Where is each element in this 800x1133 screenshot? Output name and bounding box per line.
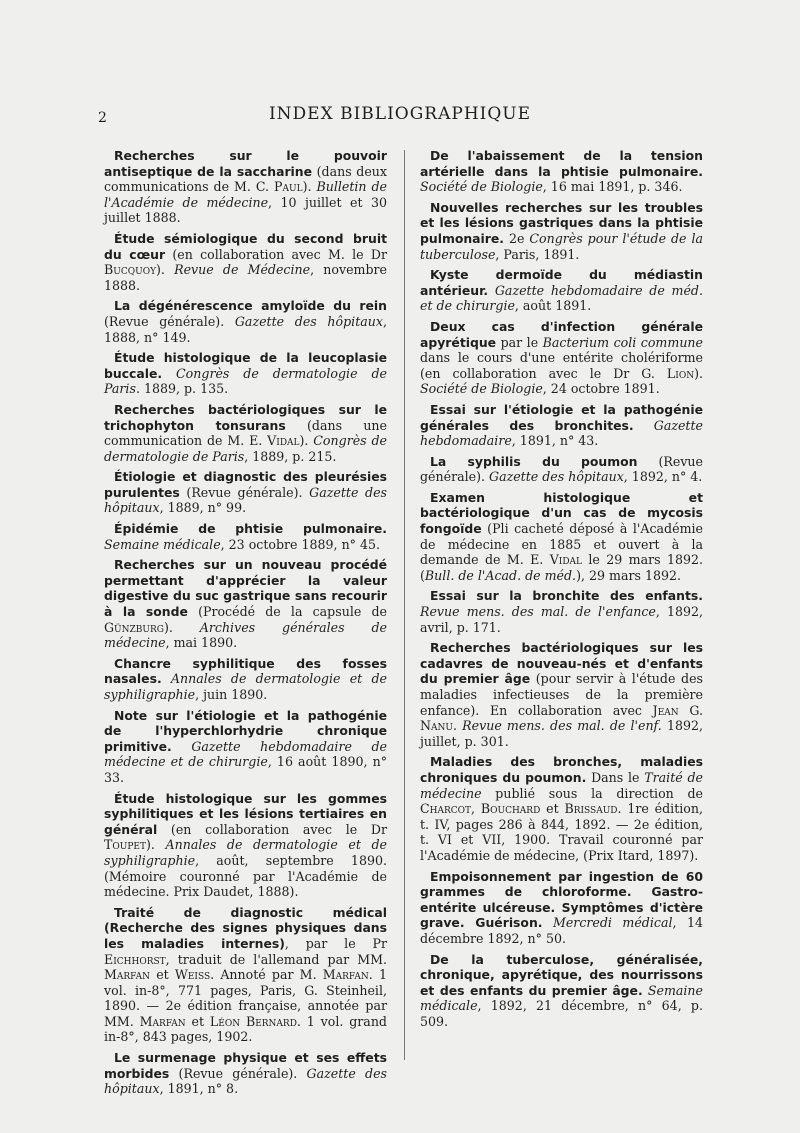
entry-text: , 1891, n° 43. (511, 433, 599, 449)
entry-title: Le surmenage physique et ses effets morbides (104, 1050, 387, 1081)
entry-text: , août, septembre 1890. (Mémoire couronné par l'Académie de médecine. Prix Daudet, 1888). (104, 852, 387, 900)
entry-author-name: Vidal (267, 433, 300, 449)
entry-publication: Gazette des hôpitaux (104, 1065, 387, 1097)
entry-author-name: Lion (666, 365, 695, 381)
entry-text: dans le cours d'une entérite cholériforme (en collaboration avec le Dr G. (420, 350, 703, 381)
entry-text: et (150, 967, 175, 983)
entry-title: Étude sémiologique du second bruit du cœur (104, 230, 387, 262)
entry-text: (dans deux communications de M. C. (104, 163, 388, 195)
entry-title: Examen histologique et bactériologique d'un cas de mycosis fongoïde (420, 489, 703, 537)
entry-publication: Revue de Médecine (174, 262, 311, 278)
entry-title: Recherches sur un nouveau procédé permettant d'apprécier la valeur digestive du suc gastrique sans recourir à la sonde (104, 557, 387, 620)
entry-author-name: Vidal (549, 552, 583, 568)
entry-publication: Mercredi médical (552, 915, 673, 931)
entry-text: . 1 vol. grand in-8°, 843 pages, 1902. (104, 1013, 387, 1045)
bibliography-entry (420, 267, 703, 314)
bibliography-entry (420, 952, 703, 1030)
entry-text: . Annoté par M. (210, 967, 323, 983)
bibliography-entry (104, 521, 387, 552)
entry-publication: Traité de médecine (420, 769, 703, 801)
entry-publication: Société de Biologie (420, 179, 543, 195)
entry-text: , 14 décembre 1892, n° 50. (420, 915, 703, 946)
entry-author-name: Marfan (322, 967, 369, 983)
entry-publication: Gazette des hôpitaux (104, 484, 387, 516)
entry-text: (Pli cacheté déposé à l'Académie de médecine en 1885 et ouvert à la demande de M. E. (420, 521, 703, 568)
entry-title: La dégénérescence amyloïde du rein (114, 298, 387, 314)
entry-text: (pour servir à l'étude des maladies infectieuses de la première enfance). En collaboration avec (420, 671, 703, 718)
entry-text: , 1888, n° 149. (104, 313, 387, 345)
entry-text: . (452, 718, 463, 734)
entry-author-name: Bucquoy (104, 262, 157, 278)
entry-title: De l'abaissement de la tension artérielle dans la phtisie pulmonaire. (420, 148, 703, 179)
entry-title: Étiologie et diagnostic des pleurésies purulentes (104, 469, 387, 500)
entry-text: , 24 octobre 1891. (542, 381, 660, 397)
bibliography-entry (104, 469, 387, 516)
entry-text: , 1892, n° 4. (623, 469, 703, 485)
entry-title: Traité de diagnostic médical (Recherche des signes physiques dans les maladies internes) (104, 904, 387, 951)
entry-text: . 1889, p. 135. (135, 381, 229, 397)
entry-publication: Gazette hebdomadaire (420, 417, 703, 449)
entry-title: Note sur l'étiologie et la pathogénie de l'hyperchlorhydrie chronique primitive. (104, 707, 387, 754)
entry-title: Étude histologique sur les gommes syphilitiques et les lésions tertiaires en général (104, 790, 387, 837)
entry-publication: Bacterium coli commune (542, 334, 703, 350)
entry-title: De la tuberculose, généralisée, chronique, apyrétique, des nourrissons et des enfants du premier âge. (420, 951, 703, 998)
entry-publication: Semaine médicale (104, 536, 221, 552)
entry-text: ), 29 mars 1892. (576, 567, 682, 583)
entry-text: . 1re édition, t. IV, pages 286 à 844, 1892. — 2e édition, t. VI et VII, 1900. Travail couronné par l'Académie de médecine, (Prix Itard, 1897). (420, 801, 703, 863)
entry-publication: Congrès pour l'étude de la tuberculose (420, 230, 703, 262)
entry-publication: Revue mens. des mal. de l'enfance (420, 604, 656, 620)
entry-title: Maladies des bronches, maladies chroniques du poumon. (420, 754, 703, 785)
entry-text: . 1 vol. in-8°, 771 pages, Paris, G. Steinheil, 1890. — 2e édition française, annotée par MM. (104, 967, 387, 1029)
entry-text: publié sous la direction de (481, 785, 703, 801)
entry-text (162, 671, 171, 686)
entry-text: ). (302, 179, 317, 195)
entry-publication: Bull. de l'Acad. de méd. (424, 567, 577, 583)
bibliography-entry (420, 490, 703, 584)
bibliography-entry (104, 708, 387, 786)
entry-publication: Revue mens. des mal. de l'enf. (462, 718, 662, 734)
entry-title: Recherches bactériologiques sur le trichophyton tonsurans (104, 401, 387, 433)
entry-text: ). (299, 433, 314, 449)
entry-author-name: Bouchard (480, 801, 541, 817)
left-column (104, 148, 387, 1102)
bibliography-entry (104, 557, 387, 651)
entry-text: , 1892, avril, p. 171. (420, 604, 704, 635)
entry-text (172, 739, 192, 754)
entry-author-name: Eichhorst (104, 951, 166, 967)
bibliography-entry (104, 791, 387, 900)
entry-text: , août 1891. (514, 298, 592, 314)
bibliography-entry (420, 402, 703, 449)
bibliography-entry (104, 148, 387, 226)
entry-text: (Revue générale). (420, 453, 703, 485)
entry-text: (Revue générale). (179, 484, 310, 500)
entry-publication: Annales de dermatologie et de syphiligraphie (104, 671, 387, 702)
entry-text: 1892, juillet, p. 301. (420, 718, 703, 749)
entry-text: (Revue générale). (104, 313, 235, 329)
column-divider (404, 150, 405, 1060)
entry-title: Essai sur la bronchite des enfants. (430, 588, 703, 604)
entry-title: La syphilis du poumon (430, 453, 638, 469)
entry-publication: Société de Biologie (420, 381, 543, 397)
entry-text: , traduit de l'allemand par MM. (165, 951, 387, 967)
entry-publication: Bulletin de l'Académie de médecine (104, 179, 388, 210)
entry-publication: Annales de dermatologie et de syphiligraphie (104, 837, 387, 868)
entry-title: Nouvelles recherches sur les troubles et les lésions gastriques dans la phtisie pulmonaire. (420, 199, 703, 246)
bibliography-entry (420, 588, 703, 635)
page-number: 2 (98, 110, 107, 126)
entry-publication: Gazette des hôpitaux (489, 469, 624, 485)
entry-author-name: Charcot (420, 801, 472, 817)
entry-text: , 1889, p. 215. (244, 448, 337, 464)
entry-author-name: Marfan (139, 1013, 186, 1029)
entry-title: Recherches bactériologiques sur les cadavres de nouveau-nés et d'enfants du premier âge (420, 640, 703, 687)
entry-text: 2e (504, 230, 530, 246)
entry-title: Épidémie de phtisie pulmonaire. (114, 521, 387, 537)
entry-text: , novembre 1888. (104, 262, 388, 293)
entry-publication: Gazette hebdomadaire de méd. et de chirurgie (420, 282, 703, 314)
bibliography-entry (104, 1050, 387, 1097)
bibliography-entry (420, 319, 703, 397)
entry-text: , 1892, 21 décembre, n° 64, p. 509. (420, 998, 703, 1029)
entry-author-name: Weiss (174, 967, 211, 983)
bibliography-entry (420, 754, 703, 863)
entry-text: (en collaboration avec M. le Dr (165, 246, 387, 262)
bibliography-entry (104, 350, 387, 397)
bibliography-entry (104, 298, 387, 345)
entry-text: ). (694, 365, 703, 381)
bibliography-entry (104, 231, 387, 293)
entry-text (162, 366, 176, 381)
entry-title: Étude histologique de la leucoplasie buccale. (104, 350, 387, 381)
entry-text (542, 915, 552, 930)
entry-author-name: Jean G. Nanu (420, 702, 703, 734)
entry-text: par le (496, 334, 543, 350)
right-column (420, 148, 703, 1034)
entry-text: ). (163, 619, 200, 635)
entry-text (488, 283, 495, 298)
entry-text: , juin 1890. (195, 687, 268, 702)
entry-title: Kyste dermoïde du médiastin antérieur. (420, 267, 703, 298)
entry-text: (Revue générale). (169, 1065, 307, 1081)
entry-author-name: Marfan (104, 967, 151, 983)
entry-text: , (471, 801, 481, 817)
bibliography-entry (420, 454, 703, 485)
entry-publication: Gazette des hôpitaux (234, 313, 383, 329)
bibliography-entry (420, 869, 703, 947)
entry-text: , mai 1890. (165, 635, 238, 651)
entry-text: , 10 juillet et 30 juillet 1888. (104, 194, 387, 226)
bibliography-entry (420, 200, 703, 262)
running-head: INDEX BIBLIOGRAPHIQUE (268, 104, 532, 124)
bibliography-entry (104, 402, 387, 464)
entry-title: Chancre syphilitique des fosses nasales. (104, 655, 387, 687)
entry-text: ). (146, 837, 166, 853)
entry-author-name: Toupet (104, 837, 146, 853)
entry-publication: Archives générales de médecine (104, 619, 387, 651)
entry-text: ). (156, 262, 175, 278)
bibliography-entry (420, 640, 703, 749)
entry-author-name: Günzburg (104, 619, 164, 635)
entry-text: , par le Pr (284, 935, 387, 951)
entry-text: (Procédé de la capsule de (187, 604, 387, 620)
entry-text: , 16 mai 1891, p. 346. (542, 179, 683, 195)
entry-text: et (540, 801, 565, 817)
entry-text: , 1889, n° 99. (159, 500, 247, 516)
entry-author-name: Léon Bernard (209, 1013, 297, 1029)
entry-publication: Congrès de dermatologie de Paris (104, 365, 387, 397)
entry-title: Essai sur l'étiologie et la pathogénie générales des bronchites. (420, 401, 703, 433)
bibliography-entry (104, 905, 387, 1045)
bibliography-entry (104, 656, 387, 703)
entry-publication: Semaine médicale (420, 982, 703, 1014)
entry-text: , Paris, 1891. (495, 246, 580, 262)
entry-text: Dans le (586, 769, 645, 785)
entry-text (634, 418, 654, 433)
entry-text: , 16 août 1890, n° 33. (104, 754, 388, 785)
entry-publication: Gazette hebdomadaire de médecine et de chirurgie (104, 738, 387, 770)
bibliography-entry (420, 148, 703, 195)
entry-title: Deux cas d'infection générale apyrétique (420, 318, 703, 350)
entry-title: Empoisonnement par ingestion de 60 grammes de chloroforme. Gastro-entérite ulcéreuse. Symptômes d'ictère grave. Guérison. (420, 868, 703, 931)
entry-text: , 23 octobre 1889, n° 45. (220, 536, 381, 552)
entry-text: le 29 mars 1892. ( (420, 552, 703, 583)
entry-text: et (185, 1013, 210, 1029)
entry-text: (en collaboration avec le Dr (157, 821, 387, 837)
entry-publication: Congrès de dermatologie de Paris (104, 433, 387, 464)
entry-title: Recherches sur le pouvoir antiseptique de la saccharine (104, 148, 387, 179)
entry-author-name: Brissaud (564, 801, 618, 817)
entry-text: (dans une communication de M. E. (104, 417, 387, 449)
entry-text: , 1891, n° 8. (159, 1081, 239, 1097)
entry-author-name: Paul (274, 179, 303, 195)
